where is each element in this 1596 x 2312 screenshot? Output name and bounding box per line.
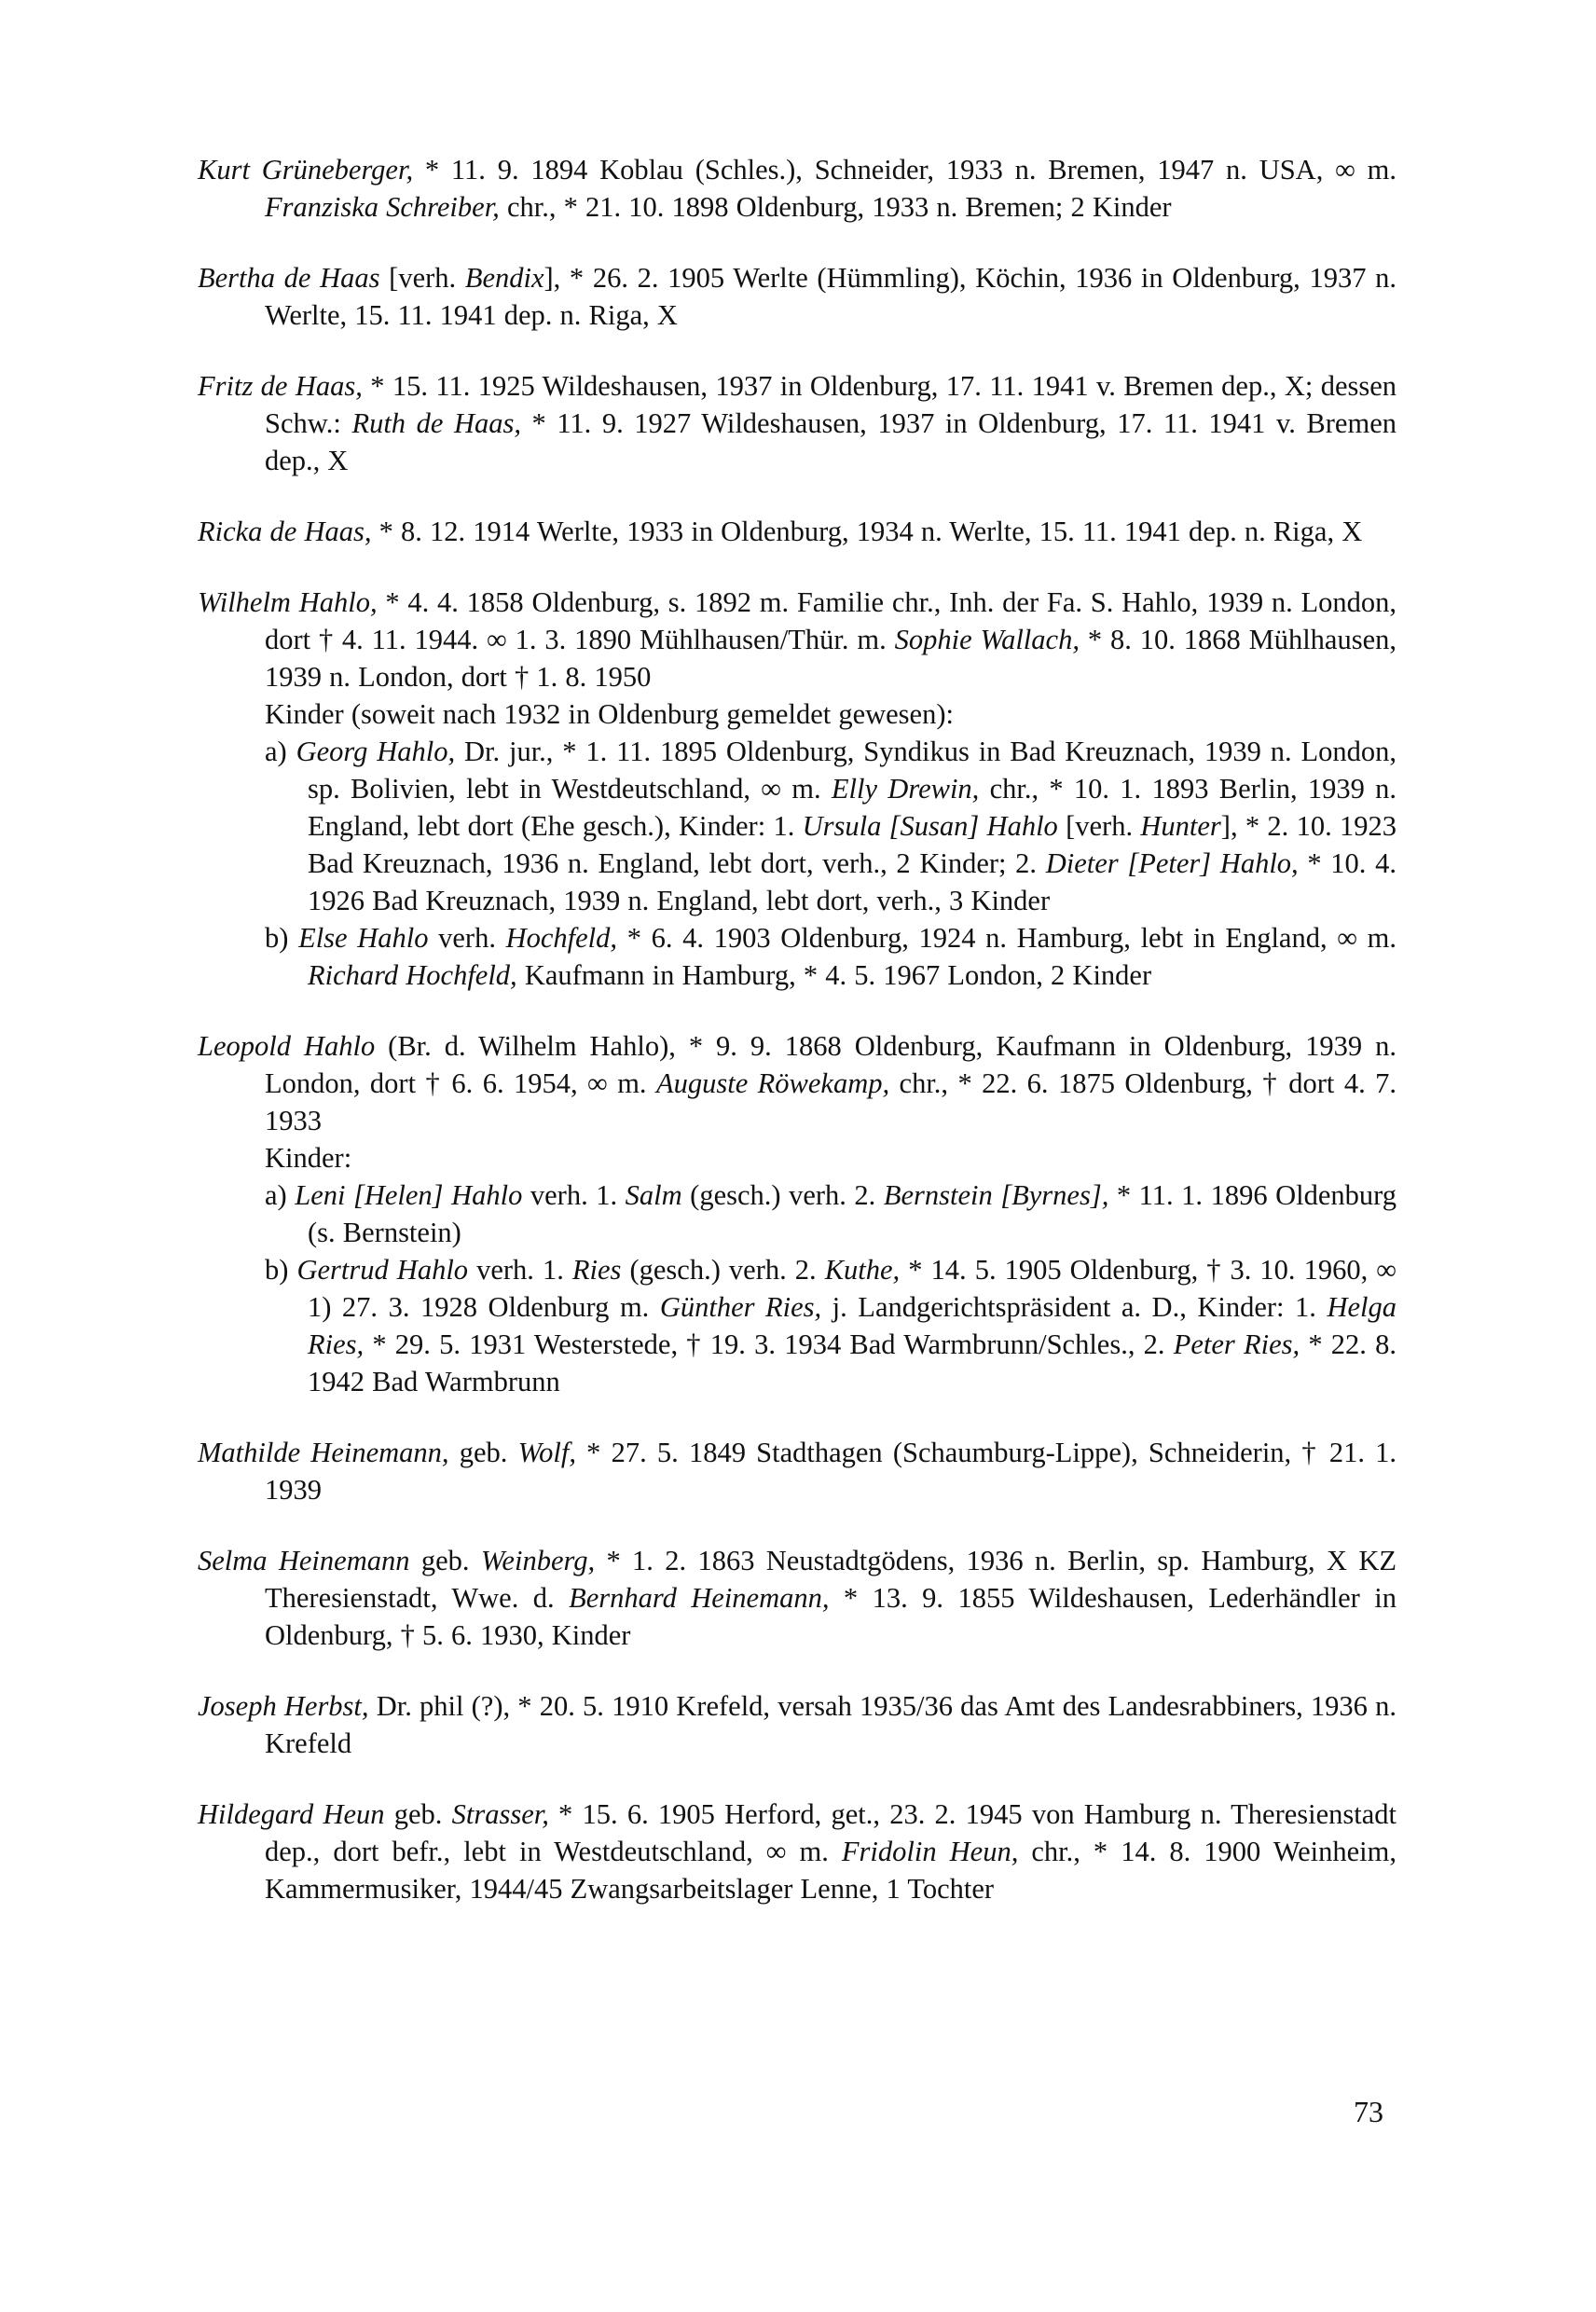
- entry-spouse-name: Bernhard Heinemann,: [569, 1582, 830, 1614]
- entry-name: Mathilde Heinemann,: [198, 1437, 449, 1468]
- children-label: Kinder:: [265, 1142, 352, 1174]
- entry-text: geb.: [448, 1437, 518, 1468]
- entry-text: * 8. 10. 1868 Mühlhausen, 1939 n. London, dort † 1. 8. 1950: [265, 624, 1396, 693]
- child-text: * 22. 8. 1942 Bad Warmbrunn: [308, 1328, 1396, 1397]
- child-name: Georg Hahlo,: [296, 736, 456, 767]
- entry-text: (Br. d. Wilhelm Hahlo), * 9. 9. 1868 Oldenburg, Kaufmann in Oldenburg, 1939 n. London, dort † 6. 6. 1954, ∞ m.: [265, 1030, 1396, 1099]
- child-name: Ries: [571, 1254, 622, 1286]
- entry-text: chr., * 14. 8. 1900 Weinheim, Kammermusiker, 1944/45 Zwangsarbeitslager Lenne, 1 Tochter: [265, 1836, 1396, 1905]
- entry-ricka-de-haas: [198, 513, 1396, 550]
- entry-mathilde-heinemann: [198, 1434, 1396, 1508]
- entry-text: * 15. 6. 1905 Herford, get., 23. 2. 1945 von Hamburg n. Theresienstadt dep., dort befr., lebt in Westdeutschland, ∞ m.: [265, 1798, 1397, 1867]
- child-text: Dr. jur., * 1. 11. 1895 Oldenburg, Syndikus in Bad Kreuznach, 1939 n. London, sp. Bolivien, lebt in Westdeutschland, ∞ m.: [308, 736, 1396, 805]
- entry-joseph-herbst: [198, 1687, 1396, 1762]
- child-text: ], * 2. 10. 1923 Bad Kreuznach, 1936 n. England, lebt dort, verh., 2 Kinder; 2.: [308, 810, 1396, 879]
- child-marker: b): [265, 1254, 297, 1286]
- child-name: Richard Hochfeld,: [308, 959, 517, 991]
- entry-fritz-de-haas: [198, 367, 1396, 479]
- child-name: Gertrud Hahlo: [296, 1254, 469, 1286]
- child-text: verh. 1.: [468, 1254, 572, 1286]
- entry-spouse-name: Auguste Röwekamp,: [655, 1067, 890, 1099]
- entry-name: Fritz de Haas,: [198, 370, 363, 402]
- entry-text: [verh.: [379, 262, 465, 294]
- child-item: [198, 919, 1396, 994]
- child-marker: b): [265, 922, 299, 954]
- entry-sibling-name: Ruth de Haas,: [351, 407, 521, 439]
- entry-text: chr., * 22. 6. 1875 Oldenburg, † dort 4. 7. 1933: [265, 1067, 1396, 1136]
- child-text: verh. 1.: [522, 1179, 626, 1211]
- child-text: * 11. 1. 1896 Oldenburg (s. Bernstein): [308, 1179, 1396, 1248]
- child-marker: a): [265, 736, 296, 767]
- entry-name: Hildegard Heun: [198, 1798, 385, 1830]
- entry-selma-heinemann: [198, 1542, 1396, 1654]
- page-number: 73: [1354, 2095, 1383, 2128]
- entry-bertha-de-haas: [198, 259, 1396, 334]
- entry-text: * 4. 4. 1858 Oldenburg, s. 1892 m. Familie chr., Inh. der Fa. S. Hahlo, 1939 n. London, dort † 4. 11. 1944. ∞ 1. 3. 1890 Mühlhausen/Thür. m.: [265, 586, 1396, 655]
- entry-wilhelm-hahlo: [198, 584, 1396, 994]
- entry-text: * 8. 12. 1914 Werlte, 1933 in Oldenburg, 1934 n. Werlte, 15. 11. 1941 dep. n. Riga, X: [371, 516, 1363, 547]
- child-text: Kaufmann in Hamburg, * 4. 5. 1967 London, 2 Kinder: [516, 959, 1152, 991]
- child-name: Else Hahlo: [298, 922, 429, 954]
- entry-text: geb.: [384, 1798, 452, 1830]
- entry-hildegard-heun: [198, 1796, 1396, 1907]
- child-text: * 14. 5. 1905 Oldenburg, † 3. 10. 1960, ∞ 1) 27. 3. 1928 Oldenburg m.: [308, 1254, 1396, 1323]
- child-name: Peter Ries,: [1173, 1328, 1300, 1360]
- entry-maiden-name: Strasser,: [451, 1798, 549, 1830]
- entry-maiden-name: Wolf,: [517, 1437, 576, 1468]
- child-item: [198, 1177, 1396, 1251]
- child-text: * 29. 5. 1931 Westerstede, † 19. 3. 1934 Bad Warmbrunn/Schles., 2.: [364, 1328, 1174, 1360]
- entry-spouse-name: Franziska Schreiber,: [265, 191, 500, 223]
- entry-name: Selma Heinemann: [198, 1545, 410, 1576]
- entry-name: Leopold Hahlo: [198, 1030, 376, 1062]
- child-name: Bernstein [Byrnes],: [883, 1179, 1109, 1211]
- entry-leopold-hahlo: [198, 1027, 1396, 1400]
- child-marker: a): [265, 1179, 296, 1211]
- child-item: [198, 1251, 1396, 1400]
- child-name: Ursula [Susan] Hahlo: [802, 810, 1058, 842]
- entry-spouse-name: Fridolin Heun,: [841, 1836, 1019, 1867]
- entry-text: * 27. 5. 1849 Stadthagen (Schaumburg-Lippe), Schneiderin, † 21. 1. 1939: [265, 1437, 1397, 1506]
- child-name: Kuthe,: [824, 1254, 901, 1286]
- entry-name: Ricka de Haas,: [198, 516, 372, 547]
- page-body: [198, 151, 1396, 1941]
- entry-text: * 15. 11. 1925 Wildeshausen, 1937 in Oldenburg, 17. 11. 1941 v. Bremen dep., X; dessen Schw.:: [265, 370, 1397, 439]
- entry-text: ], * 26. 2. 1905 Werlte (Hümmling), Köchin, 1936 in Oldenburg, 1937 n. Werlte, 15. 11. 1941 dep. n. Riga, X: [265, 262, 1396, 331]
- child-text: j. Landgerichtspräsident a. D., Kinder: 1.: [821, 1291, 1328, 1323]
- child-name: Elly Drewin,: [831, 773, 980, 805]
- child-text: * 6. 4. 1903 Oldenburg, 1924 n. Hamburg, lebt in England, ∞ m.: [617, 922, 1396, 954]
- entry-text: geb.: [409, 1545, 481, 1576]
- entry-text: Dr. phil (?), * 20. 5. 1910 Krefeld, versah 1935/36 das Amt des Landesrabbiners, 1936 n. Krefeld: [265, 1690, 1396, 1759]
- child-text: [verh.: [1057, 810, 1141, 842]
- entry-married-name: Bendix: [464, 262, 544, 294]
- child-name: Hochfeld,: [505, 922, 618, 954]
- entry-grueneberger: [198, 151, 1396, 226]
- child-name: Dieter [Peter] Hahlo,: [1045, 847, 1299, 879]
- child-name: Günther Ries,: [659, 1291, 822, 1323]
- entry-text: * 13. 9. 1855 Wildeshausen, Lederhändler in Oldenburg, † 5. 6. 1930, Kinder: [265, 1582, 1396, 1651]
- entry-text: chr., * 21. 10. 1898 Oldenburg, 1933 n. Bremen; 2 Kinder: [499, 191, 1172, 223]
- child-text: * 10. 4. 1926 Bad Kreuznach, 1939 n. England, lebt dort, verh., 3 Kinder: [308, 847, 1396, 916]
- child-text: (gesch.) verh. 2.: [681, 1179, 884, 1211]
- child-name: Salm: [625, 1179, 682, 1211]
- entry-name: Bertha de Haas: [198, 262, 380, 294]
- child-text: chr., * 10. 1. 1893 Berlin, 1939 n. England, lebt dort (Ehe gesch.), Kinder: 1.: [308, 773, 1397, 842]
- entry-text: * 11. 9. 1894 Koblau (Schles.), Schneider, 1933 n. Bremen, 1947 n. USA, ∞ m.: [413, 154, 1396, 186]
- child-name: Leni [Helen] Hahlo: [295, 1179, 523, 1211]
- entry-text: * 11. 9. 1927 Wildeshausen, 1937 in Oldenburg, 17. 11. 1941 v. Bremen dep., X: [265, 407, 1396, 476]
- entry-name: Wilhelm Hahlo,: [198, 586, 378, 618]
- children-label: Kinder (soweit nach 1932 in Oldenburg gemeldet gewesen):: [265, 698, 954, 730]
- child-item: [198, 733, 1396, 919]
- child-name: Helga Ries,: [308, 1291, 1396, 1360]
- entry-name: Kurt Grüneberger,: [198, 154, 414, 186]
- entry-spouse-name: Sophie Wallach,: [894, 624, 1080, 655]
- entry-name: Joseph Herbst,: [198, 1690, 369, 1722]
- child-text: verh.: [428, 922, 506, 954]
- child-text: (gesch.) verh. 2.: [621, 1254, 825, 1286]
- entry-text: * 1. 2. 1863 Neustadtgödens, 1936 n. Berlin, sp. Hamburg, X KZ Theresienstadt, Wwe. d.: [265, 1545, 1397, 1614]
- child-name: Hunter: [1140, 810, 1221, 842]
- entry-maiden-name: Weinberg,: [480, 1545, 596, 1576]
